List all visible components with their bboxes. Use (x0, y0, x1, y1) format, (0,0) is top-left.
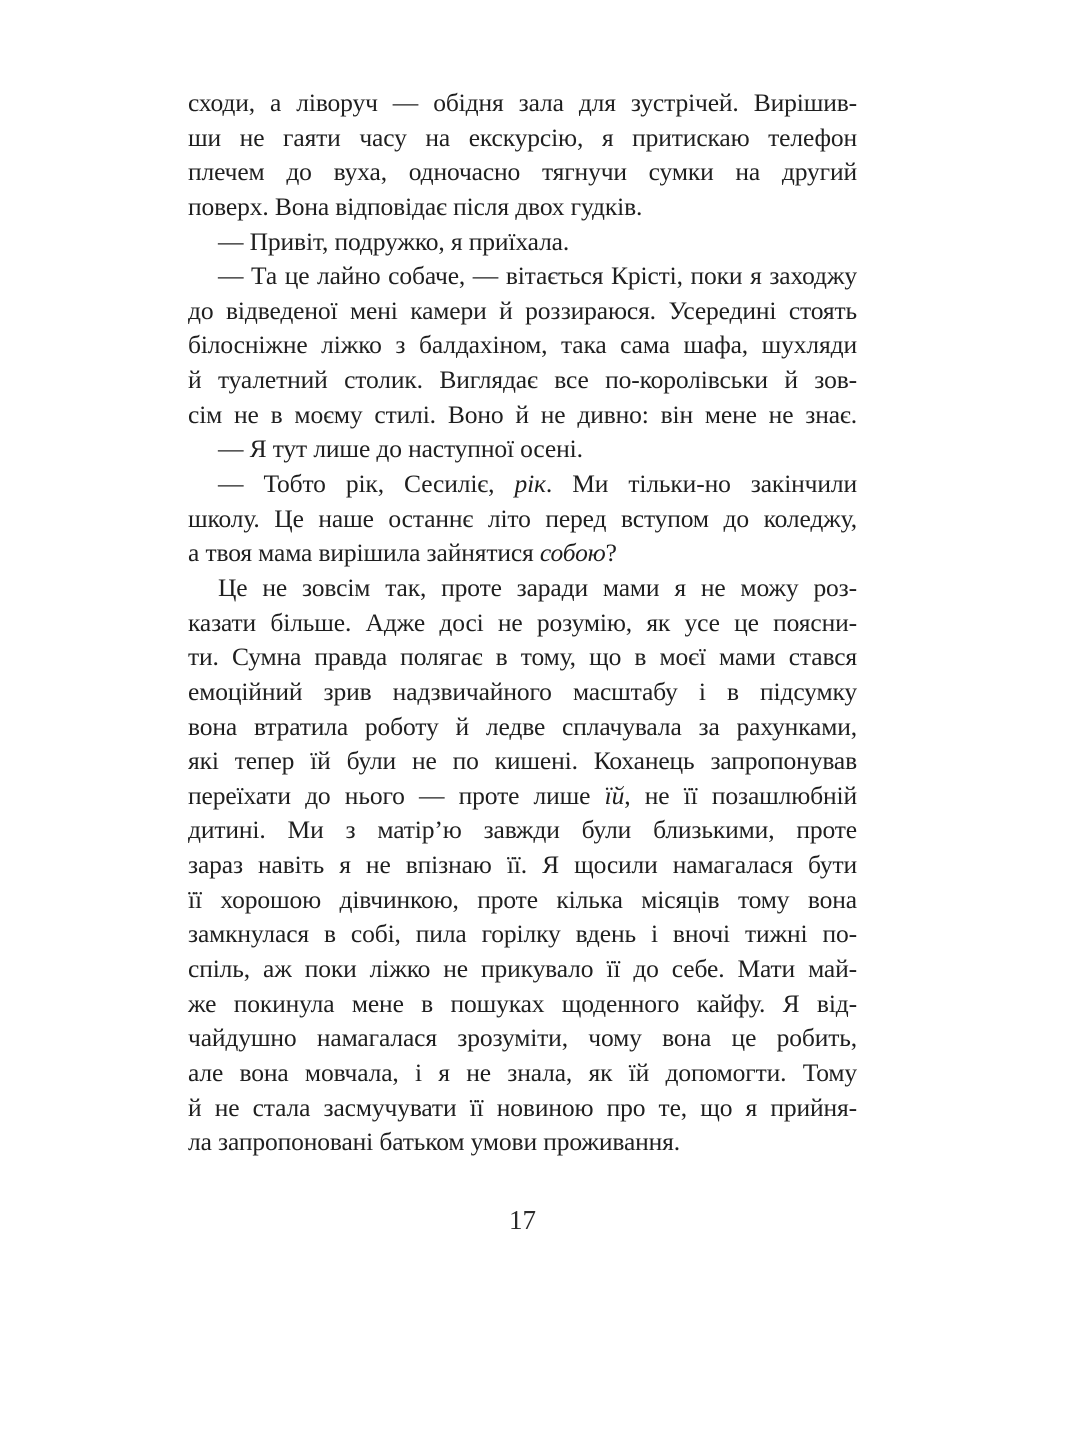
text-segment: але вона мовчала, і я не знала, як їй допомогти. Тому (188, 1057, 857, 1087)
text-segment: вона втратила роботу й ледве сплачувала за рахунками, (188, 711, 857, 741)
text-line (188, 86, 857, 121)
text-line (188, 121, 857, 156)
text-segment: сім не в моєму стилі. Воно й не дивно: він мене не знає. (188, 399, 857, 429)
italic-text-segment: рік (514, 469, 546, 499)
text-line (188, 294, 857, 329)
italic-text-segment: собою (539, 538, 606, 568)
text-line (188, 779, 857, 814)
text-segment: — Я тут лише до наступної осені. (218, 434, 583, 464)
text-line (188, 813, 857, 848)
text-segment: її хорошою дівчинкою, проте кілька місяців тому вона (188, 884, 857, 914)
text-segment: зараз навіть я не впізнаю її. Я щосили намагалася бути (188, 850, 857, 880)
text-segment: казати більше. Адже досі не розумію, як усе це поясни- (188, 607, 857, 637)
text-line (188, 432, 857, 467)
text-segment: плечем до вуха, одночасно тягнучи сумки на другий (188, 157, 857, 187)
text-segment: — Тобто рік, Сесиліє, (218, 469, 515, 499)
text-line (188, 952, 857, 987)
text-segment: — Привіт, подружко, я приїхала. (218, 226, 570, 256)
text-segment: , не її позашлюбній (624, 780, 858, 810)
text-segment: й не стала засмучувати її новиною про те, що я прийня- (188, 1092, 857, 1122)
text-line (188, 1021, 857, 1056)
text-line (188, 640, 857, 675)
text-line (188, 744, 857, 779)
text-line (188, 675, 857, 710)
text-segment: ти. Сумна правда полягає в тому, що в моєї мами стався (188, 642, 857, 672)
text-line (188, 190, 857, 225)
text-segment: ла запропоновані батьком умови проживання. (188, 1127, 681, 1157)
text-line (188, 848, 857, 883)
text-segment: . Ми тільки-но закінчили (545, 469, 857, 499)
text-line (188, 363, 857, 398)
text-segment: чайдушно намагалася зрозуміти, чому вона це робить, (188, 1023, 857, 1053)
italic-text-segment: їй (604, 780, 625, 810)
page-text-block (188, 86, 857, 1160)
text-line (188, 398, 857, 433)
text-line (188, 571, 857, 606)
text-segment: дитині. Ми з матір’ю завжди були близькими, проте (188, 815, 857, 845)
text-line (188, 1091, 857, 1126)
text-segment: емоційний зрив надзвичайного масштабу і в підсумку (188, 676, 857, 706)
text-line (188, 155, 857, 190)
text-line (188, 987, 857, 1022)
text-segment: до відведеної мені камери й роззираюся. Усередині стоять (188, 295, 857, 325)
text-segment: же покинула мене в пошуках щоденного кайфу. Я від- (188, 988, 857, 1018)
text-line (188, 1056, 857, 1091)
text-segment: спіль, аж поки ліжко не прикувало її до себе. Мати май- (188, 954, 857, 984)
text-segment: білосніжне ліжко з балдахіном, така сама шафа, шухляди (188, 330, 857, 360)
text-line (188, 606, 857, 641)
text-line (188, 536, 857, 571)
text-segment: — Та це лайно собаче, — вітається Крісті, поки я заходжу (218, 261, 857, 291)
text-segment: школу. Це наше останнє літо перед вступом до коледжу, (188, 503, 857, 533)
text-segment: які тепер їй були не по кишені. Коханець запропонував (188, 746, 857, 776)
text-line (188, 225, 857, 260)
text-segment: ши не гаяти часу на екскурсію, я притискаю телефон (188, 122, 857, 152)
text-segment: переїхати до нього — проте лише (188, 780, 605, 810)
text-segment: Це не зовсім так, проте заради мами я не можу роз- (218, 572, 857, 602)
text-line (188, 1125, 857, 1160)
text-line (188, 259, 857, 294)
page-number: 17 (509, 1205, 536, 1235)
text-segment: й туалетний столик. Виглядає все по-королівськи й зов- (188, 365, 857, 395)
text-line (188, 467, 857, 502)
text-line (188, 917, 857, 952)
text-segment: сходи, а ліворуч — обідня зала для зустрічей. Вирішив- (188, 88, 857, 117)
text-segment: замкнулася в собі, пила горілку вдень і вночі тижні по- (188, 919, 857, 949)
text-segment: а твоя мама вирішила зайнятися (188, 538, 540, 568)
text-line (188, 710, 857, 745)
text-line (188, 502, 857, 537)
text-line (188, 328, 857, 363)
text-segment: ? (605, 538, 617, 568)
text-line (188, 883, 857, 918)
text-segment: поверх. Вона відповідає після двох гудків. (188, 191, 643, 221)
